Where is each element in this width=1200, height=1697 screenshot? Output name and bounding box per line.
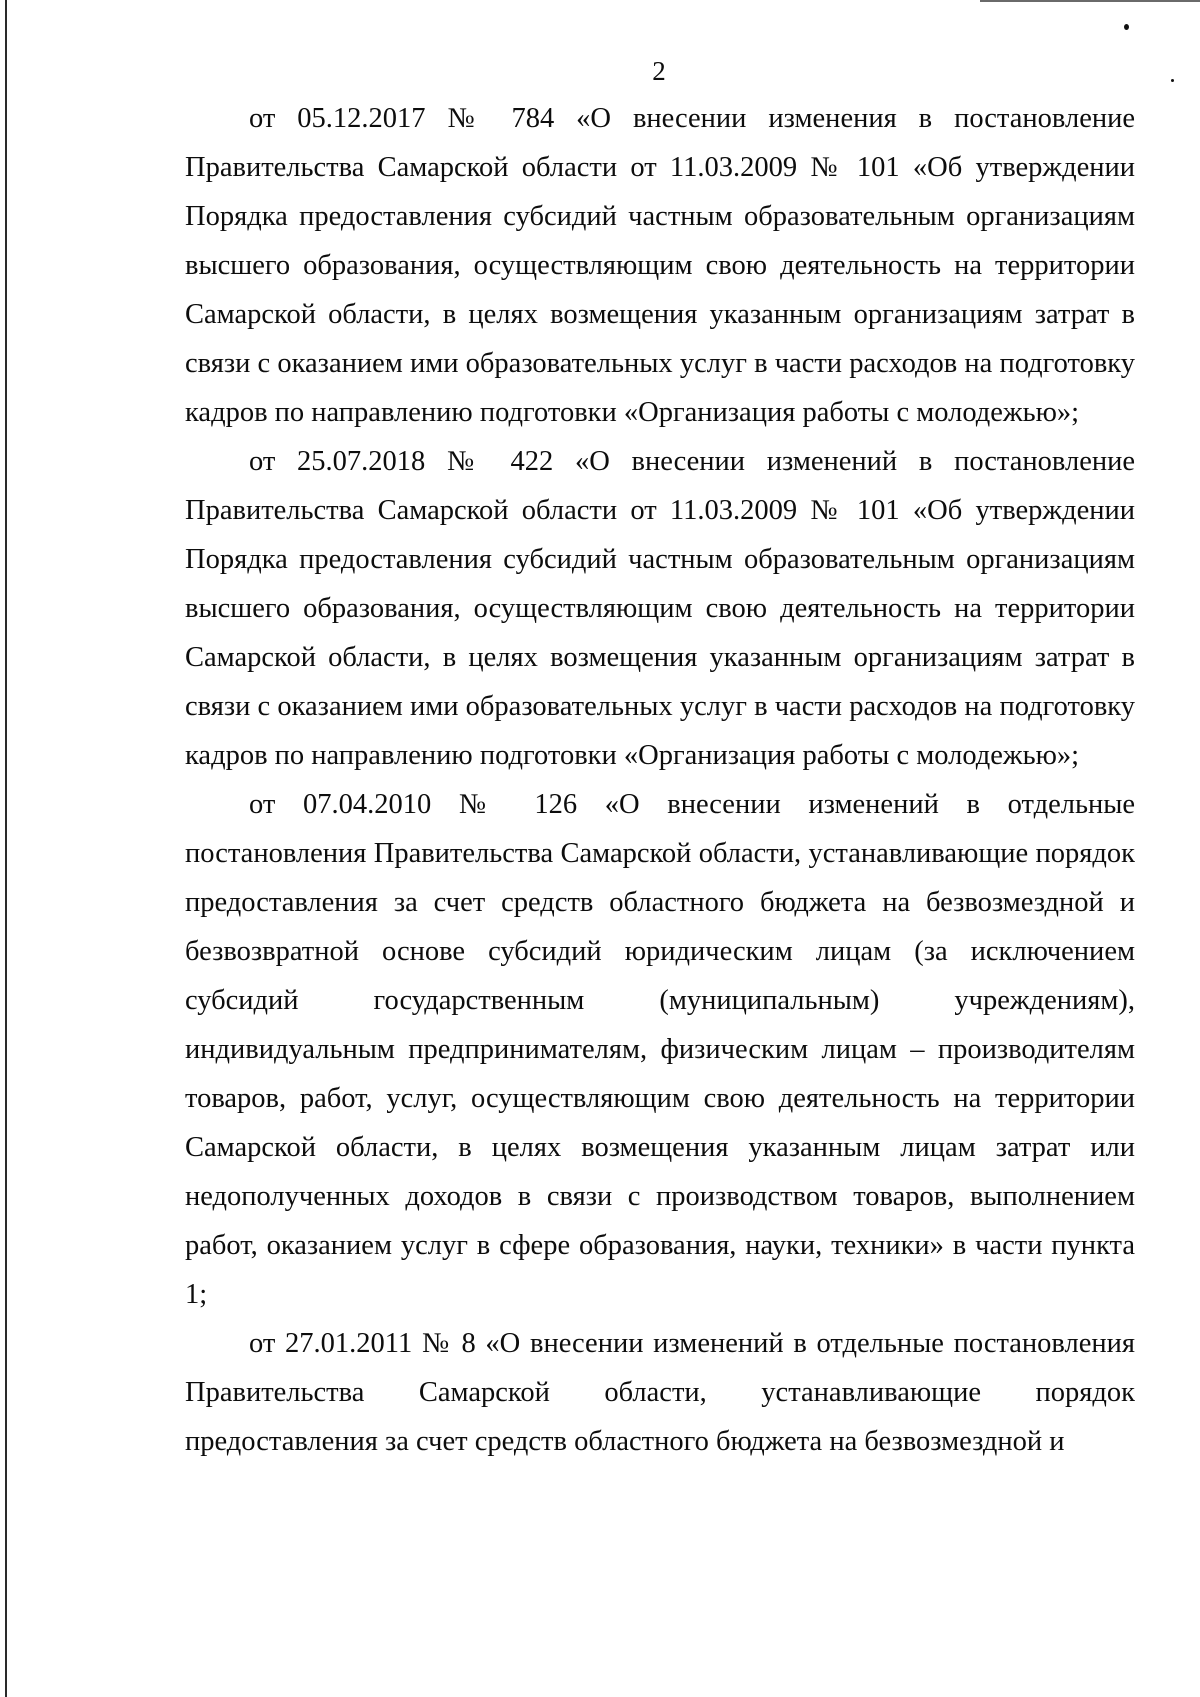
paragraph-resolution-126: от 07.04.2010 № 126 «О внесении изменений в отдельные постановления Правительства Самарской области, устанавливающие порядок предоставления за счет средств областного бюджета на безвозмездной и безвозвратной основе субсидий юридическим лицам (за исключением субсидий государственным (муниципальным) учреждениям), индивидуальным предпринимателям, физическим лицам – производителям товаров, работ, услуг, осуществляющим свою деятельность на территории Самарской области, в целях возмещения указанным лицам затрат или недополученных доходов в связи с производством товаров, выполнением работ, оказанием услуг в сфере образования, науки, техники» в части пункта 1;: [185, 789, 1135, 1310]
paragraph-resolution-422: от 25.07.2018 № 422 «О внесении изменений в постановление Правительства Самарской области от 11.03.2009 № 101 «Об утверждении Порядка предоставления субсидий частным образовательным организациям высшего образования, осуществляющим свою деятельность на территории Самарской области, в целях возмещения указанным организациям затрат в связи с оказанием ими образовательных услуг в части расходов на подготовку кадров по направлению подготовки «Организация работы с молодежью»;: [185, 446, 1135, 771]
paragraph-resolution-784: от 05.12.2017 № 784 «О внесении изменения в постановление Правительства Самарской области от 11.03.2009 № 101 «Об утверждении Порядка предоставления субсидий частным образовательным организациям высшего образования, осуществляющим свою деятельность на территории Самарской области, в целях возмещения указанным организациям затрат в связи с оказанием ими образовательных услуг в части расходов на подготовку кадров по направлению подготовки «Организация работы с молодежью»;: [185, 103, 1135, 428]
scan-top-smudge: [980, 0, 1200, 2]
paragraph-resolution-8: от 27.01.2011 № 8 «О внесении изменений в отдельные постановления Правительства Самарской области, устанавливающие порядок предоставления за счет средств областного бюджета на безвозмездной и: [185, 1328, 1135, 1457]
document-body: [185, 94, 1135, 1466]
scan-speck: [1124, 24, 1129, 30]
scan-left-edge: [5, 0, 7, 1697]
page-number: 2: [652, 56, 666, 86]
